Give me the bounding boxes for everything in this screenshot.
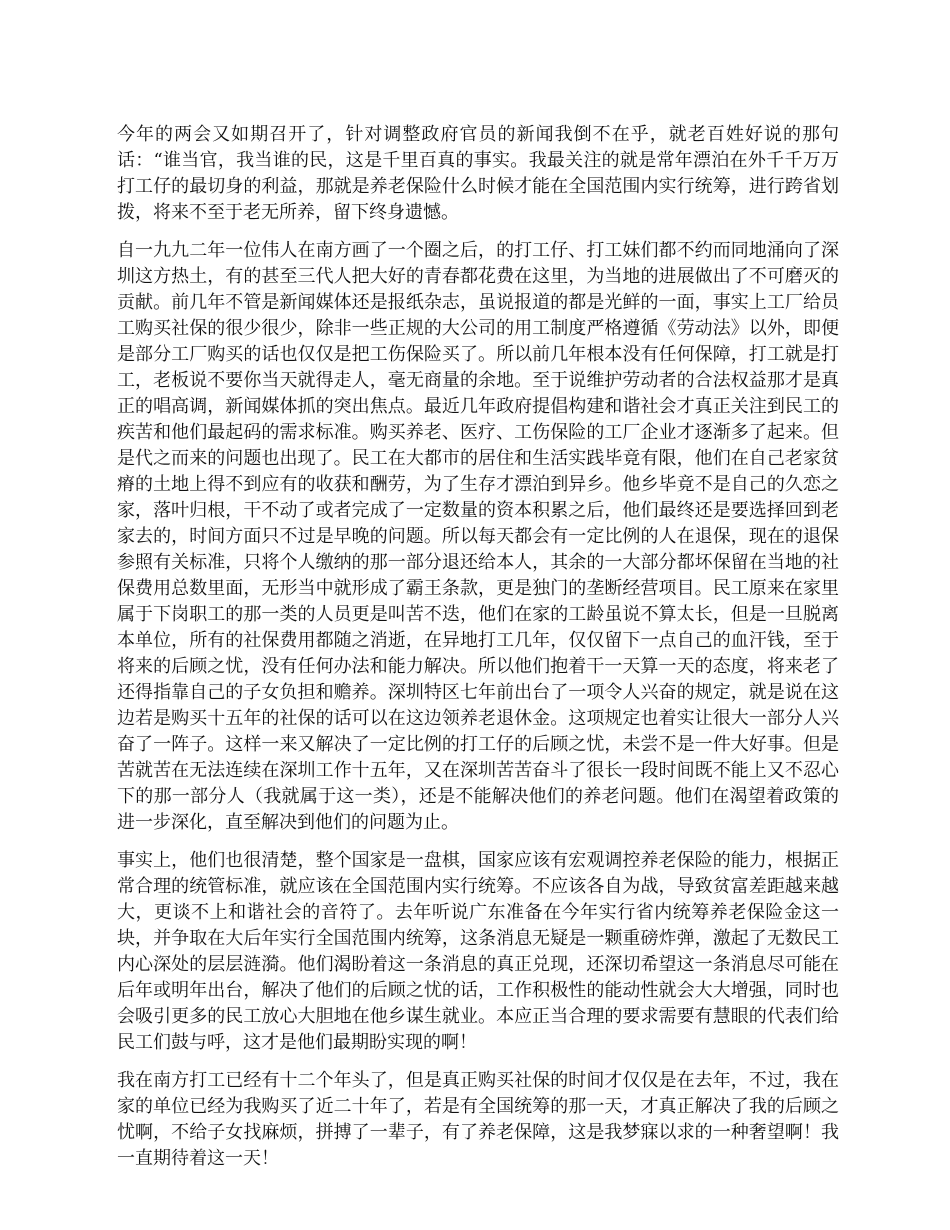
paragraph-intro: 今年的两会又如期召开了，针对调整政府官员的新闻我倒不在乎，就老百姓好说的那句话：“谁当官，我当谁的民，这是千里百真的事实。我最关注的就是常年漂泊在外千千万万打工仔的最切身的利益，那就是养老保险什么时候才能在全国范围内实行统筹，进行跨省划拨，将来不至于老无所养，留下终身遗憾。 xyxy=(117,124,839,223)
paragraph-national-planning: 事实上，他们也很清楚，整个国家是一盘棋，国家应该有宏观调控养老保险的能力，根据正常合理的统管标准，就应该在全国范围内实行统筹。不应该各自为战，导致贫富差距越来越大，更谈不上和谐社会的音符了。去年听说广东准备在今年实行省内统筹养老保险金这一块，并争取在大后年实行全国范围内统筹，这条消息无疑是一颗重磅炸弹，激起了无数民工内心深处的层层涟漪。他们渴盼着这一条消息的真正兑现，还深切希望这一条消息尽可能在后年或明年出台，解决了他们的后顾之忧的话，工作积极性的能动性就会大大增强，同时也会吸引更多的民工放心大胆地在他乡谋生就业。本应正当合理的要求需要有慧眼的代表们给民工们鼓与呼，这才是他们最期盼实现的啊！ xyxy=(117,850,839,1053)
document-body xyxy=(117,122,839,1184)
paragraph-history: 自一九九二年一位伟人在南方画了一个圈之后，的打工仔、打工妹们都不约而同地涌向了深圳这方热土，有的甚至三代人把大好的青春都花费在这里，为当地的进展做出了不可磨灭的贡献。前几年不管是新闻媒体还是报纸杂志，虽说报道的都是光鲜的一面，事实上工厂给员工购买社保的很少很少，除非一些正规的大公司的用工制度严格遵循《劳动法》以外，即便是部分工厂购买的话也仅仅是把工伤保险买了。所以前几年根本没有任何保障，打工就是打工，老板说不要你当天就得走人，毫无商量的余地。至于说维护劳动者的合法权益那才是真正的唱高调，新闻媒体抓的突出焦点。最近几年政府提倡构建和谐社会才真正关注到民工的疾苦和他们最起码的需求标准。购买养老、医疗、工伤保险的工厂企业才逐渐多了起来。但是代之而来的问题也出现了。民工在大都市的居住和生活实践毕竟有限，他们在自己老家贫瘠的土地上得不到应有的收获和酬劳，为了生存才漂泊到异乡。他乡毕竟不是自己的久恋之家，落叶归根，干不动了或者完成了一定数量的资本积累之后，他们最终还是要选择回到老家去的，时间方面只不过是早晚的问题。所以每天都会有一定比例的人在退保，现在的退保参照有关标准，只将个人缴纳的那一部分退还给本人，其余的一大部分都坏保留在当地的社保费用总数里面，无形当中就形成了霸王条款，更是独门的垄断经营项目。民工原来在家里属于下岗职工的那一类的人员更是叫苦不迭，他们在家的工龄虽说不算太长，但是一旦脱离本单位，所有的社保费用都随之消逝，在异地打工几年，仅仅留下一点自己的血汗钱，至于将来的后顾之忧，没有任何办法和能力解决。所以他们抱着干一天算一天的态度，将来老了还得指靠自己的子女负担和赡养。深圳特区七年前出台了一项令人兴奋的规定，就是说在这边若是购买十五年的社保的话可以在这边领养老退休金。这项规定也着实让很大一部分人兴奋了一阵子。这样一来又解决了一定比例的打工仔的后顾之忧，未尝不是一件大好事。但是苦就苦在无法连续在深圳工作十五年，又在深圳苦苦奋斗了很长一段时间既不能上又不忍心下的那一部分人（我就属于这一类），还是不能解决他们的养老问题。他们在渴望着政策的进一步深化，直至解决到他们的问题为止。 xyxy=(117,240,839,833)
paragraph-personal: 我在南方打工已经有十二个年头了，但是真正购买社保的时间才仅仅是在去年，不过，我在家的单位已经为我购买了近二十年了，若是有全国统筹的那一天，才真正解决了我的后顾之忧啊，不给子女找麻烦，拼搏了一辈子，有了养老保障，这是我梦寐以求的一种奢望啊！我一直期待着这一天！ xyxy=(117,1070,839,1169)
